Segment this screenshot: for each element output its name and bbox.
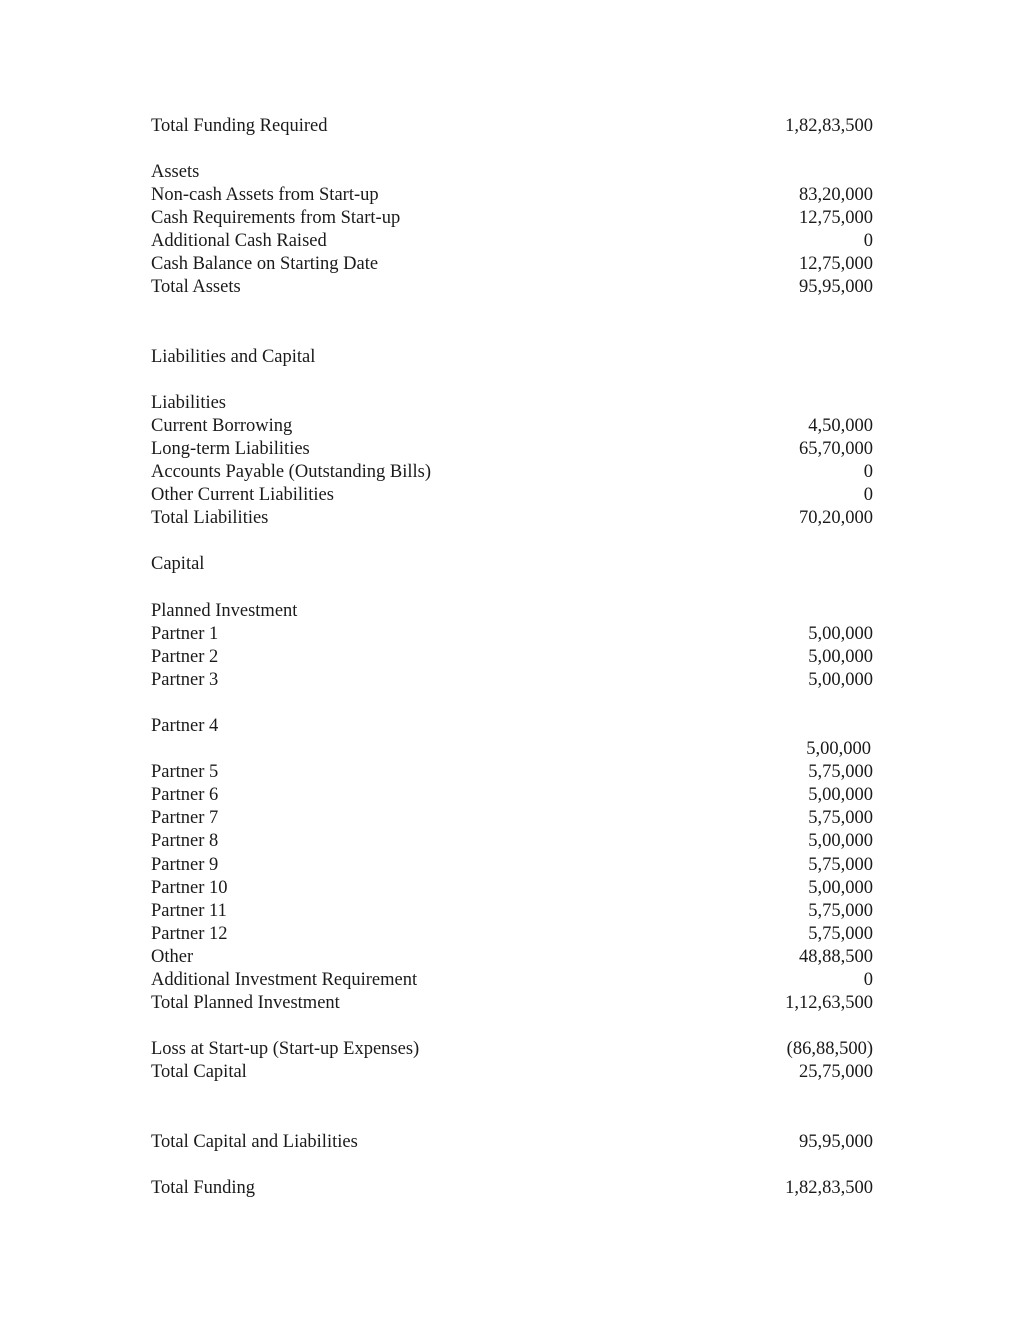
row-label: Additional Cash Raised [151, 231, 327, 251]
row-value: 0 [863, 970, 873, 990]
partner-row [151, 900, 873, 923]
total-capital-row [151, 1061, 873, 1084]
total-funding-required-row [151, 115, 873, 138]
row-value: 5,75,000 [808, 762, 873, 782]
row-label: Other Current Liabilities [151, 485, 334, 505]
row-label: Partner 5 [151, 762, 219, 782]
section-heading: Planned Investment [151, 601, 298, 621]
row-value: 5,75,000 [808, 901, 873, 921]
total-capital-and-liabilities-row [151, 1131, 873, 1154]
row-value: 0 [863, 462, 873, 482]
row-label: Total Capital and Liabilities [151, 1132, 358, 1152]
liability-row [151, 415, 873, 438]
partner-row [151, 623, 873, 646]
row-label: Partner 6 [151, 785, 219, 805]
additional-investment-row [151, 969, 873, 992]
row-label: Partner 12 [151, 924, 228, 944]
total-planned-investment-row [151, 992, 873, 1015]
partner-row [151, 923, 873, 946]
row-value: 5,75,000 [808, 924, 873, 944]
row-label: Partner 8 [151, 831, 219, 851]
partner-4-value-row [151, 738, 873, 761]
asset-row [151, 253, 873, 276]
row-value: 0 [863, 231, 873, 251]
row-value: 5,75,000 [808, 855, 873, 875]
section-heading: Assets [151, 162, 200, 182]
row-value: 48,88,500 [799, 947, 873, 967]
row-value: 12,75,000 [799, 208, 873, 228]
row-value: 5,00,000 [808, 878, 873, 898]
row-label: Total Funding Required [151, 116, 328, 136]
partner-row [151, 784, 873, 807]
asset-row [151, 184, 873, 207]
row-label: Cash Requirements from Start-up [151, 208, 401, 228]
row-label: Current Borrowing [151, 416, 293, 436]
planned-investment-heading [151, 600, 873, 623]
row-value: 5,00,000 [808, 670, 873, 690]
partner-row [151, 761, 873, 784]
row-label: Partner 11 [151, 901, 227, 921]
row-value: 83,20,000 [799, 185, 873, 205]
liability-row [151, 461, 873, 484]
asset-row [151, 230, 873, 253]
row-value: 5,75,000 [808, 808, 873, 828]
liability-row [151, 484, 873, 507]
row-label: Accounts Payable (Outstanding Bills) [151, 462, 432, 482]
row-label: Partner 2 [151, 647, 219, 667]
row-value: 12,75,000 [799, 254, 873, 274]
row-label: Loss at Start-up (Start-up Expenses) [151, 1039, 420, 1059]
row-value: 70,20,000 [799, 508, 873, 528]
partner-row [151, 830, 873, 853]
asset-row [151, 207, 873, 230]
row-label: Total Capital [151, 1062, 247, 1082]
capital-heading [151, 553, 873, 576]
row-label: Additional Investment Requirement [151, 970, 418, 990]
row-value: 5,00,000 [806, 739, 871, 759]
row-value: 95,95,000 [799, 277, 873, 297]
assets-heading [151, 161, 873, 184]
row-label: Partner 7 [151, 808, 219, 828]
partner-4-label-row [151, 715, 873, 738]
row-value: 25,75,000 [799, 1062, 873, 1082]
section-heading: Capital [151, 554, 205, 574]
section-heading: Liabilities and Capital [151, 347, 316, 367]
row-value: 1,82,83,500 [785, 1178, 873, 1198]
row-label: Total Assets [151, 277, 241, 297]
row-label: Total Funding [151, 1178, 256, 1198]
liabilities-and-capital-heading [151, 346, 873, 369]
row-label: Partner 4 [151, 716, 219, 736]
partner-row [151, 646, 873, 669]
row-label: Partner 10 [151, 878, 228, 898]
total-assets-row [151, 276, 873, 299]
row-value: 5,00,000 [808, 624, 873, 644]
row-label: Cash Balance on Starting Date [151, 254, 379, 274]
liabilities-heading [151, 392, 873, 415]
row-value: 5,00,000 [808, 831, 873, 851]
row-label: Partner 9 [151, 855, 219, 875]
row-label: Long-term Liabilities [151, 439, 310, 459]
row-label: Total Liabilities [151, 508, 269, 528]
row-label: Non-cash Assets from Start-up [151, 185, 379, 205]
liability-row [151, 438, 873, 461]
total-liabilities-row [151, 507, 873, 530]
section-heading: Liabilities [151, 393, 227, 413]
row-label: Total Planned Investment [151, 993, 340, 1013]
row-value: 4,50,000 [808, 416, 873, 436]
row-label: Partner 3 [151, 670, 219, 690]
row-value: 5,00,000 [808, 785, 873, 805]
partner-row [151, 807, 873, 830]
row-value: 65,70,000 [799, 439, 873, 459]
row-value: (86,88,500) [786, 1039, 873, 1059]
partner-row [151, 669, 873, 692]
row-value: 5,00,000 [808, 647, 873, 667]
row-label: Partner 1 [151, 624, 219, 644]
total-funding-row [151, 1177, 873, 1200]
other-investment-row [151, 946, 873, 969]
row-value: 0 [863, 485, 873, 505]
partner-row [151, 854, 873, 877]
row-value: 1,82,83,500 [785, 116, 873, 136]
loss-at-start-up-row [151, 1038, 873, 1061]
row-label: Other [151, 947, 194, 967]
partner-row [151, 877, 873, 900]
row-value: 1,12,63,500 [785, 993, 873, 1013]
row-value: 95,95,000 [799, 1132, 873, 1152]
